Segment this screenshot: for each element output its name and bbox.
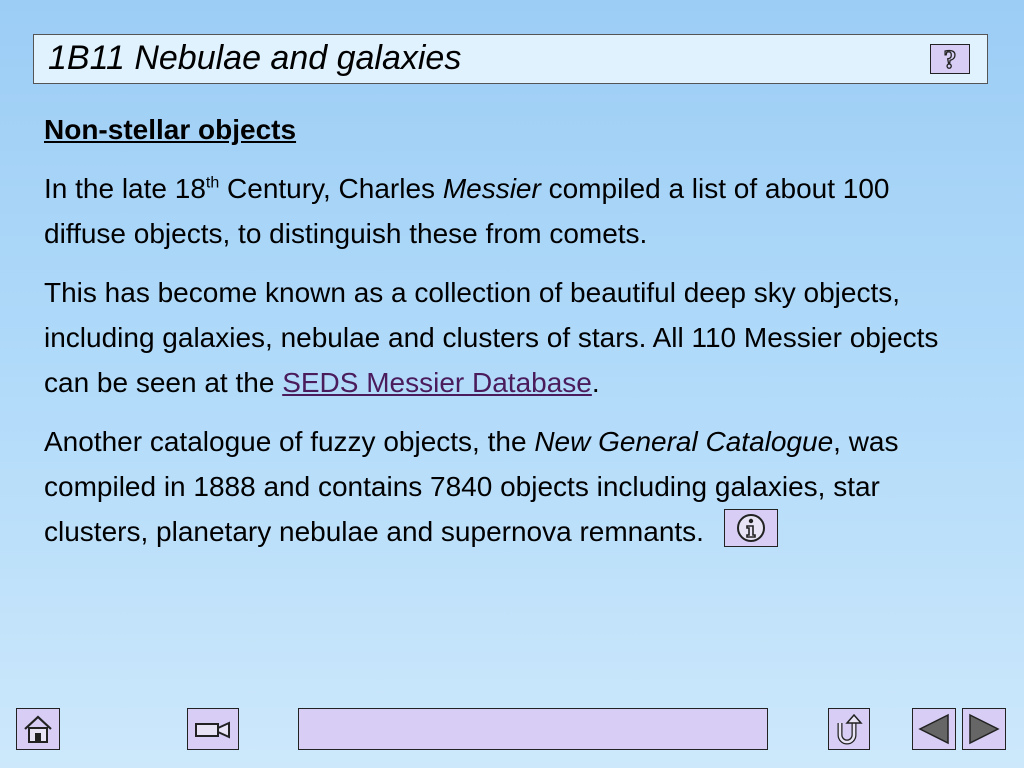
text: This has become known as a collection of beautiful deep sky objects, including galaxies, nebulae and clusters of stars. All 110 Messier objects can be seen at the — [44, 277, 939, 398]
return-icon — [833, 713, 865, 745]
info-button[interactable] — [724, 509, 778, 547]
paragraph-collection — [44, 270, 979, 405]
text: . — [591, 367, 600, 398]
page-title: 1B11 Nebulae and galaxies — [48, 39, 462, 77]
section-heading: Non-stellar objects — [44, 114, 297, 145]
info-icon — [735, 512, 767, 544]
home-icon — [22, 714, 54, 744]
previous-arrow-icon — [917, 713, 951, 745]
home-button[interactable] — [16, 708, 60, 750]
text: Century, Charles — [219, 173, 443, 204]
help-button[interactable] — [930, 44, 970, 74]
text: In the late 18 — [44, 173, 206, 204]
superscript: th — [205, 174, 220, 192]
text: , was compiled in 1888 and contains 7840 objects including galaxies, star clusters, planetary nebulae and supernova remnants. — [44, 426, 899, 547]
text: Another catalogue of fuzzy objects, the — [44, 426, 535, 457]
video-camera-icon — [194, 719, 232, 739]
return-button[interactable] — [828, 708, 870, 750]
emphasis: New General Catalogue — [534, 426, 834, 457]
search-field[interactable] — [298, 708, 768, 750]
main-content — [44, 108, 979, 568]
title-bar — [33, 34, 988, 84]
video-button[interactable] — [187, 708, 239, 750]
emphasis: Messier — [442, 173, 541, 204]
next-button[interactable] — [962, 708, 1006, 750]
next-arrow-icon — [967, 713, 1001, 745]
previous-button[interactable] — [912, 708, 956, 750]
seds-messier-link[interactable]: SEDS Messier Database — [282, 367, 592, 398]
paragraph-messier — [44, 166, 979, 256]
text: compiled a list of about 100 diffuse objects, to distinguish these from comets. — [44, 173, 890, 249]
help-icon — [939, 47, 961, 71]
svg-text:?: ? — [943, 47, 957, 71]
paragraph-ngc — [44, 419, 979, 554]
